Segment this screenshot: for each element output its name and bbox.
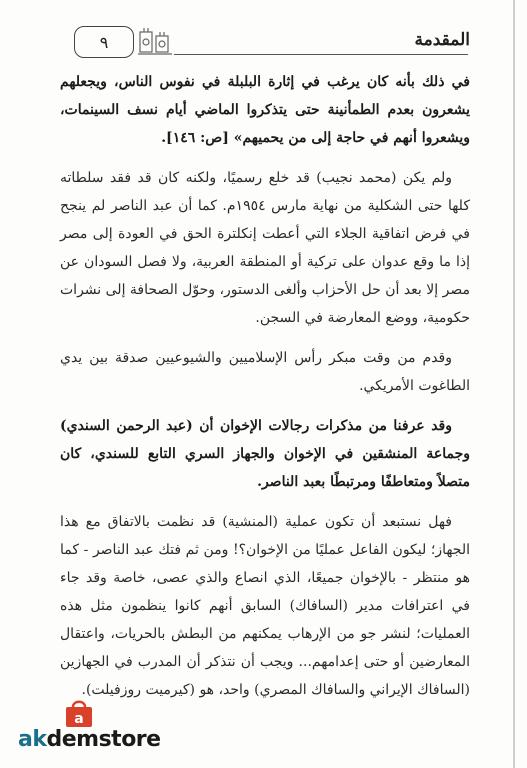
paragraph: وقد عرفنا من مذكرات رجالات الإخوان أن (عبد الرحمن السندي) وجماعة المنشقين في الإخوان والجهاز السري التابع للسندي، كان متصلاً ومتعاطفًا ومرتبطًا بعبد الناصر. <box>60 418 470 490</box>
logo-wordmark <box>18 727 161 752</box>
logo-rest: demstore <box>46 727 161 752</box>
logo-prefix: ak <box>18 727 47 752</box>
chapter-title: المقدمة <box>414 30 470 50</box>
paragraph: في ذلك بأنه كان يرغب في إثارة البلبلة في نفوس الناس، ويجعلهم يشعرون بعدم الطمأنينة حتى يتذكروا الماضي أيام نسف السينمات، ويشعروا أنهم في حاجة إلى من يحميهم» [ص: ١٤٦]. <box>60 74 470 146</box>
gift-bag-icon <box>62 697 96 729</box>
paragraph: وقدم من وقت مبكر رأس الإسلاميين والشيوعيين صدقة بين يدي الطاغوت الأمريكي. <box>60 350 470 394</box>
paragraph: فهل نستبعد أن تكون عملية (المنشية) قد نظمت بالاتفاق مع هذا الجهاز؛ ليكون الفاعل عمليًا من الإخوان؟! ومن ثم فتك عبد الناصر - كما هو منتظر - بالإخوان جميعًا، الذي انصاع والذي عصى، خاصة وقد جاء في اعترافات مدير (السافاك) السابق أنهم كانوا ينظمون مثل هذه العمليات؛ لنشر جو من الإرهاب يمكنهم من البطش بالحريات، واعتقال المعارضين أو حتى إعدامهم... ويجب أن نتذكر أن المدرب في الجهازين (السافاك الإيراني والسافاك المصري) واحد، هو (كيرميت روزفيلت). <box>60 514 470 698</box>
page-number-text: ٩ <box>99 32 109 52</box>
body-text <box>60 68 470 716</box>
page-edge-line <box>513 0 515 768</box>
ornament-icon <box>134 26 176 58</box>
logo-icon-letter: a <box>74 711 84 727</box>
running-header <box>74 26 470 60</box>
paragraph: ولم يكن (محمد نجيب) قد خلع رسميًا، ولكنه كان قد فقد سلطاته كلها حتى الشكلية من نهاية مارس ١٩٥٤م. كما أن عبد الناصر لم ينجح في فرض اتفاقية الجلاء التي أعطت إنكلترة الحق في العودة إلى مصر إذا ما وقع عدوان على تركية أو المنطقة العربية، ولا فصل السودان عن مصر إلا بعد أن حل الأحزاب وألغى الدستور، وحوّل الصحافة إلى نشرات حكومية، ووضع المعارضة في السجن. <box>60 170 470 326</box>
page-number <box>74 26 134 58</box>
store-logo <box>18 697 161 757</box>
header-divider <box>174 54 468 55</box>
